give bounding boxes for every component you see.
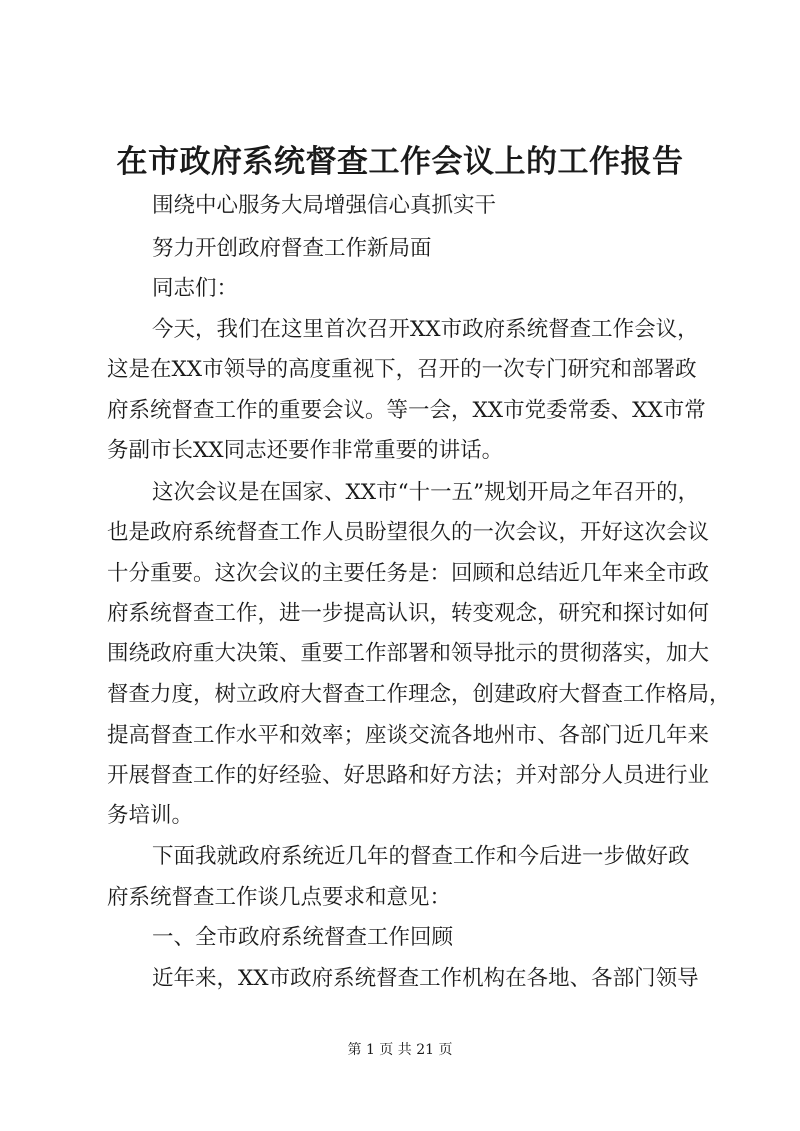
subtitle-line-1: 围绕中心服务大局增强信心真抓实干: [152, 193, 497, 218]
paragraph-line: 也是政府系统督查工作人员盼望很久的一次会议，开好这次会议: [107, 520, 710, 545]
paragraph-line: 务副市长XX同志还要作非常重要的讲话。: [107, 438, 504, 463]
paragraph-line: 提高督查工作水平和效率；座谈交流各地州市、各部门近几年来: [107, 723, 710, 748]
paragraph-line: 这是在XX市领导的高度重视下，召开的一次专门研究和部署政: [107, 357, 697, 382]
paragraph-line: 府系统督查工作的重要会议。等一会，XX市党委常委、XX市常: [107, 398, 706, 423]
paragraph-line: 府系统督查工作谈几点要求和意见：: [107, 885, 452, 910]
paragraph-line: 这次会议是在国家、XX市“十一五”规划开局之年召开的，: [152, 480, 700, 505]
paragraph-line: 下面我就政府系统近几年的督查工作和今后进一步做好政: [152, 844, 690, 869]
paragraph-line: 务培训。: [107, 803, 194, 828]
paragraph-line: 今天，我们在这里首次召开XX市政府系统督查工作会议，: [152, 317, 699, 342]
paragraph-line: 近年来，XX市政府系统督查工作机构在各地、各部门领导: [152, 966, 699, 991]
paragraph-line: 开展督查工作的好经验、好思路和好方法；并对部分人员进行业: [107, 763, 710, 788]
paragraph-line: 围绕政府重大决策、重要工作部署和领导批示的贯彻落实，加大: [107, 641, 710, 666]
page-number-footer: 第 1 页 共 21 页: [347, 1042, 453, 1058]
section-heading: 一、全市政府系统督查工作回顾: [152, 925, 454, 950]
salutation: 同志们：: [152, 276, 239, 301]
paragraph-line: 十分重要。这次会议的主要任务是：回顾和总结近几年来全市政: [107, 561, 710, 586]
subtitle-line-2: 努力开创政府督查工作新局面: [152, 236, 432, 261]
paragraph-line: 府系统督查工作，进一步提高认识，转变观念，研究和探讨如何: [107, 601, 710, 626]
document-title: 在市政府系统督查工作会议上的工作报告: [116, 144, 684, 180]
paragraph-line: 督查力度，树立政府大督查工作理念，创建政府大督查工作格局，: [107, 682, 731, 707]
